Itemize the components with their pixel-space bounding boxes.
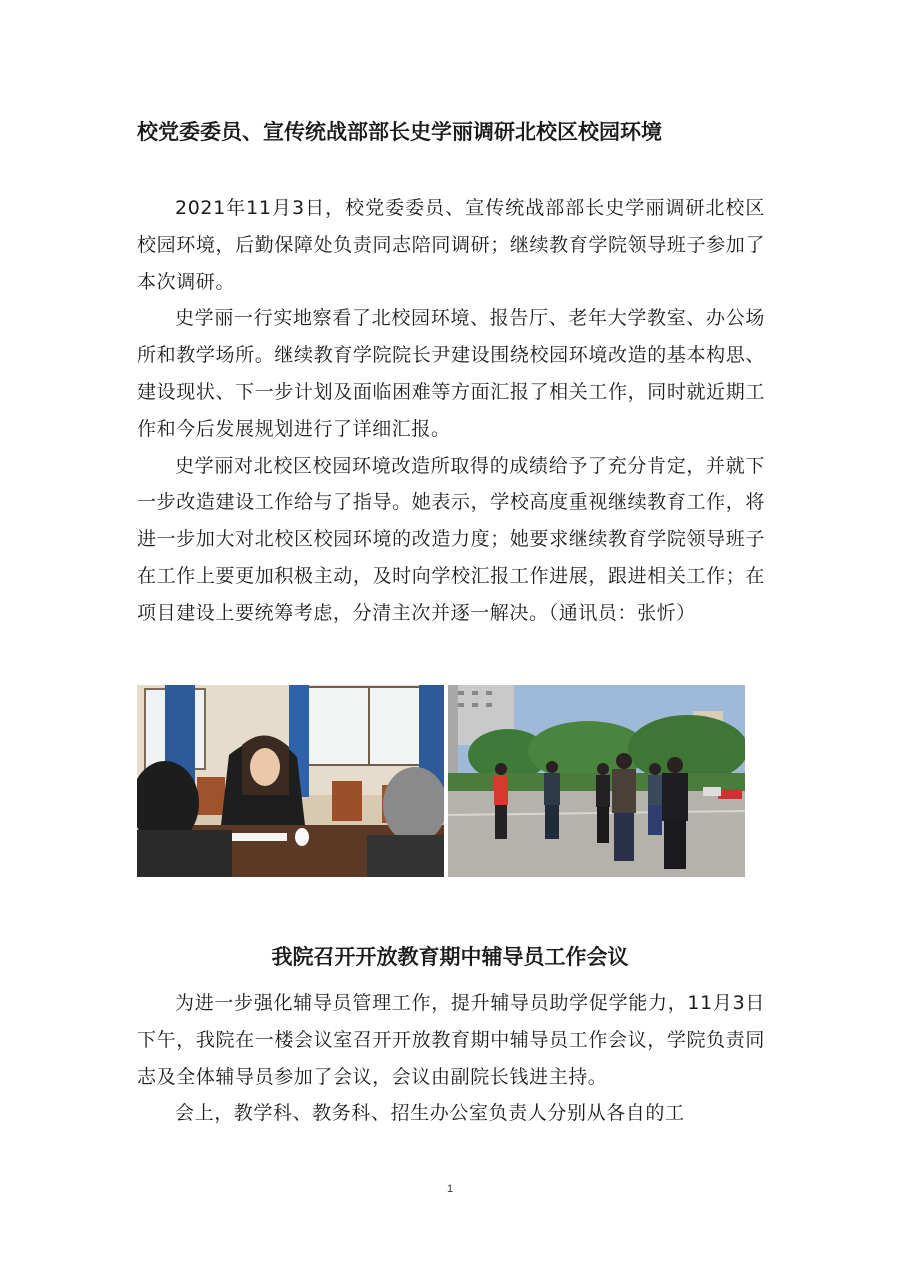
meeting-photo (137, 685, 444, 877)
paragraph: 2021年11月3日，校党委委员、宣传统战部部长史学丽调研北校区校园环境，后勤保障处负责同志陪同调研；继续教育学院领导班子参加了本次调研。 (137, 197, 765, 293)
inspection-photo (448, 685, 745, 877)
article-body (137, 985, 765, 1132)
paragraph: 为进一步强化辅导员管理工作，提升辅导员助学促学能力，11月3日下午，我院在一楼会议室召开开放教育期中辅导员工作会议，学院负责同志及全体辅导员参加了会议，会议由副院长钱进主持。 (137, 992, 765, 1088)
paragraph: 史学丽对北校区校园环境改造所取得的成绩给予了充分肯定，并就下一步改造建设工作给与了指导。她表示，学校高度重视继续教育工作，将进一步加大对北校区校园环境的改造力度；她要求继续教育学院领导班子在工作上要更加积极主动，及时向学校汇报工作进展，跟进相关工作；在项目建设上要统筹考虑，分清主次并逐一解决。（通讯员：张忻） (137, 454, 765, 624)
article-title: 我院召开开放教育期中辅导员工作会议 (271, 944, 629, 969)
paragraph: 会上，教学科、教务科、招生办公室负责人分别从各自的工 (175, 1102, 685, 1125)
photo-row (137, 685, 745, 877)
paragraph: 史学丽一行实地察看了北校园环境、报告厅、老年大学教室、办公场所和教学场所。继续教育学院院长尹建设围绕校园环境改造的基本构思、建设现状、下一步计划及面临困难等方面汇报了相关工作，同时就近期工作和今后发展规划进行了详细汇报。 (137, 307, 765, 440)
page-number: 1 (446, 1183, 454, 1195)
article-title: 校党委委员、宣传统战部部长史学丽调研北校区校园环境 (137, 119, 662, 144)
article-body (137, 190, 765, 632)
